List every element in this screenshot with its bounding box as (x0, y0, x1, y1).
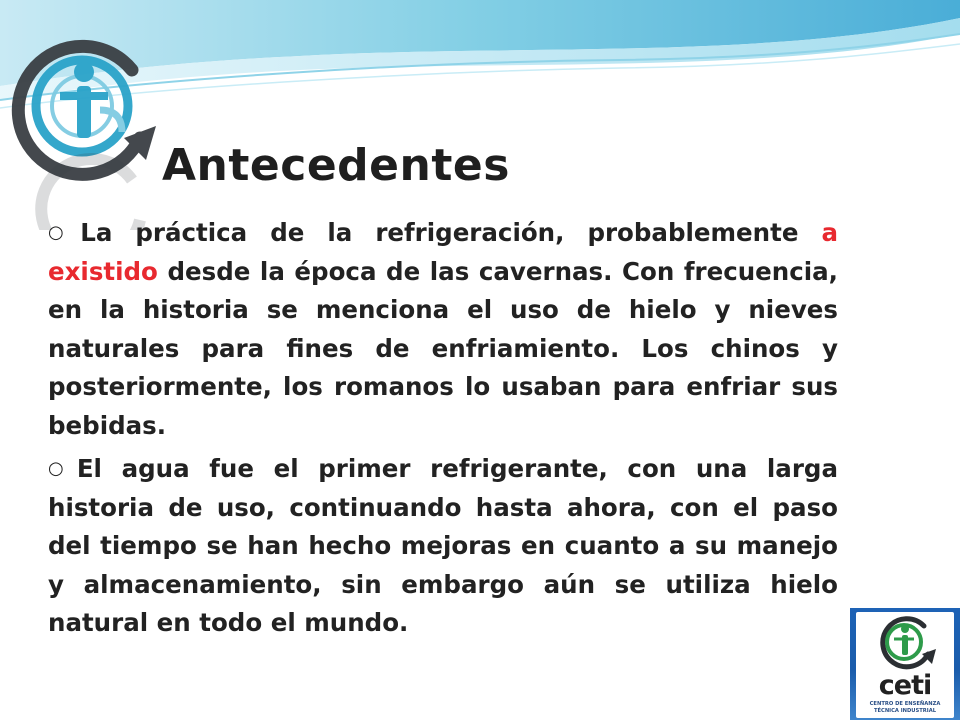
paragraph1-text-after: desde la época de las cavernas. Con frecuencia, en la historia se menciona el uso de hielo y nieves naturales para fines de enfriamiento. Los chinos y posteriormente, los romanos lo usaban para enfriar sus bebidas. (48, 256, 838, 440)
paragraph-water-refrigerant (48, 450, 838, 643)
slide-body (48, 214, 838, 648)
bullet-glyph: ○ (48, 458, 75, 479)
ceti-wordmark: ceti (878, 670, 932, 701)
ceti-logo (850, 608, 960, 720)
bullet-glyph: ○ (48, 222, 79, 243)
ceti-subtitle-line1: CENTRO DE ENSEÑANZA (869, 701, 941, 707)
ceti-logo-panel (856, 612, 954, 718)
ceti-emblem-large (0, 10, 170, 230)
paragraph1-highlight: a existido (48, 218, 838, 286)
ceti-subtitle-line2: TÉCNICA INDUSTRIAL (873, 708, 937, 714)
ceti-emblem-icon (856, 612, 954, 672)
slide-title: Antecedentes (162, 140, 510, 191)
paragraph2-text: El agua fue el primer refrigerante, con una larga historia de uso, continuando hasta ahora, con el paso del tiempo se han hecho mejoras en cuanto a su manejo y almacenamiento, sin embargo aún se utiliza hielo natural en todo el mundo. (48, 454, 838, 637)
paragraph1-text-before: La práctica de la refrigeración, probablemente (80, 218, 822, 247)
paragraph-refrigeration-history (48, 214, 838, 445)
